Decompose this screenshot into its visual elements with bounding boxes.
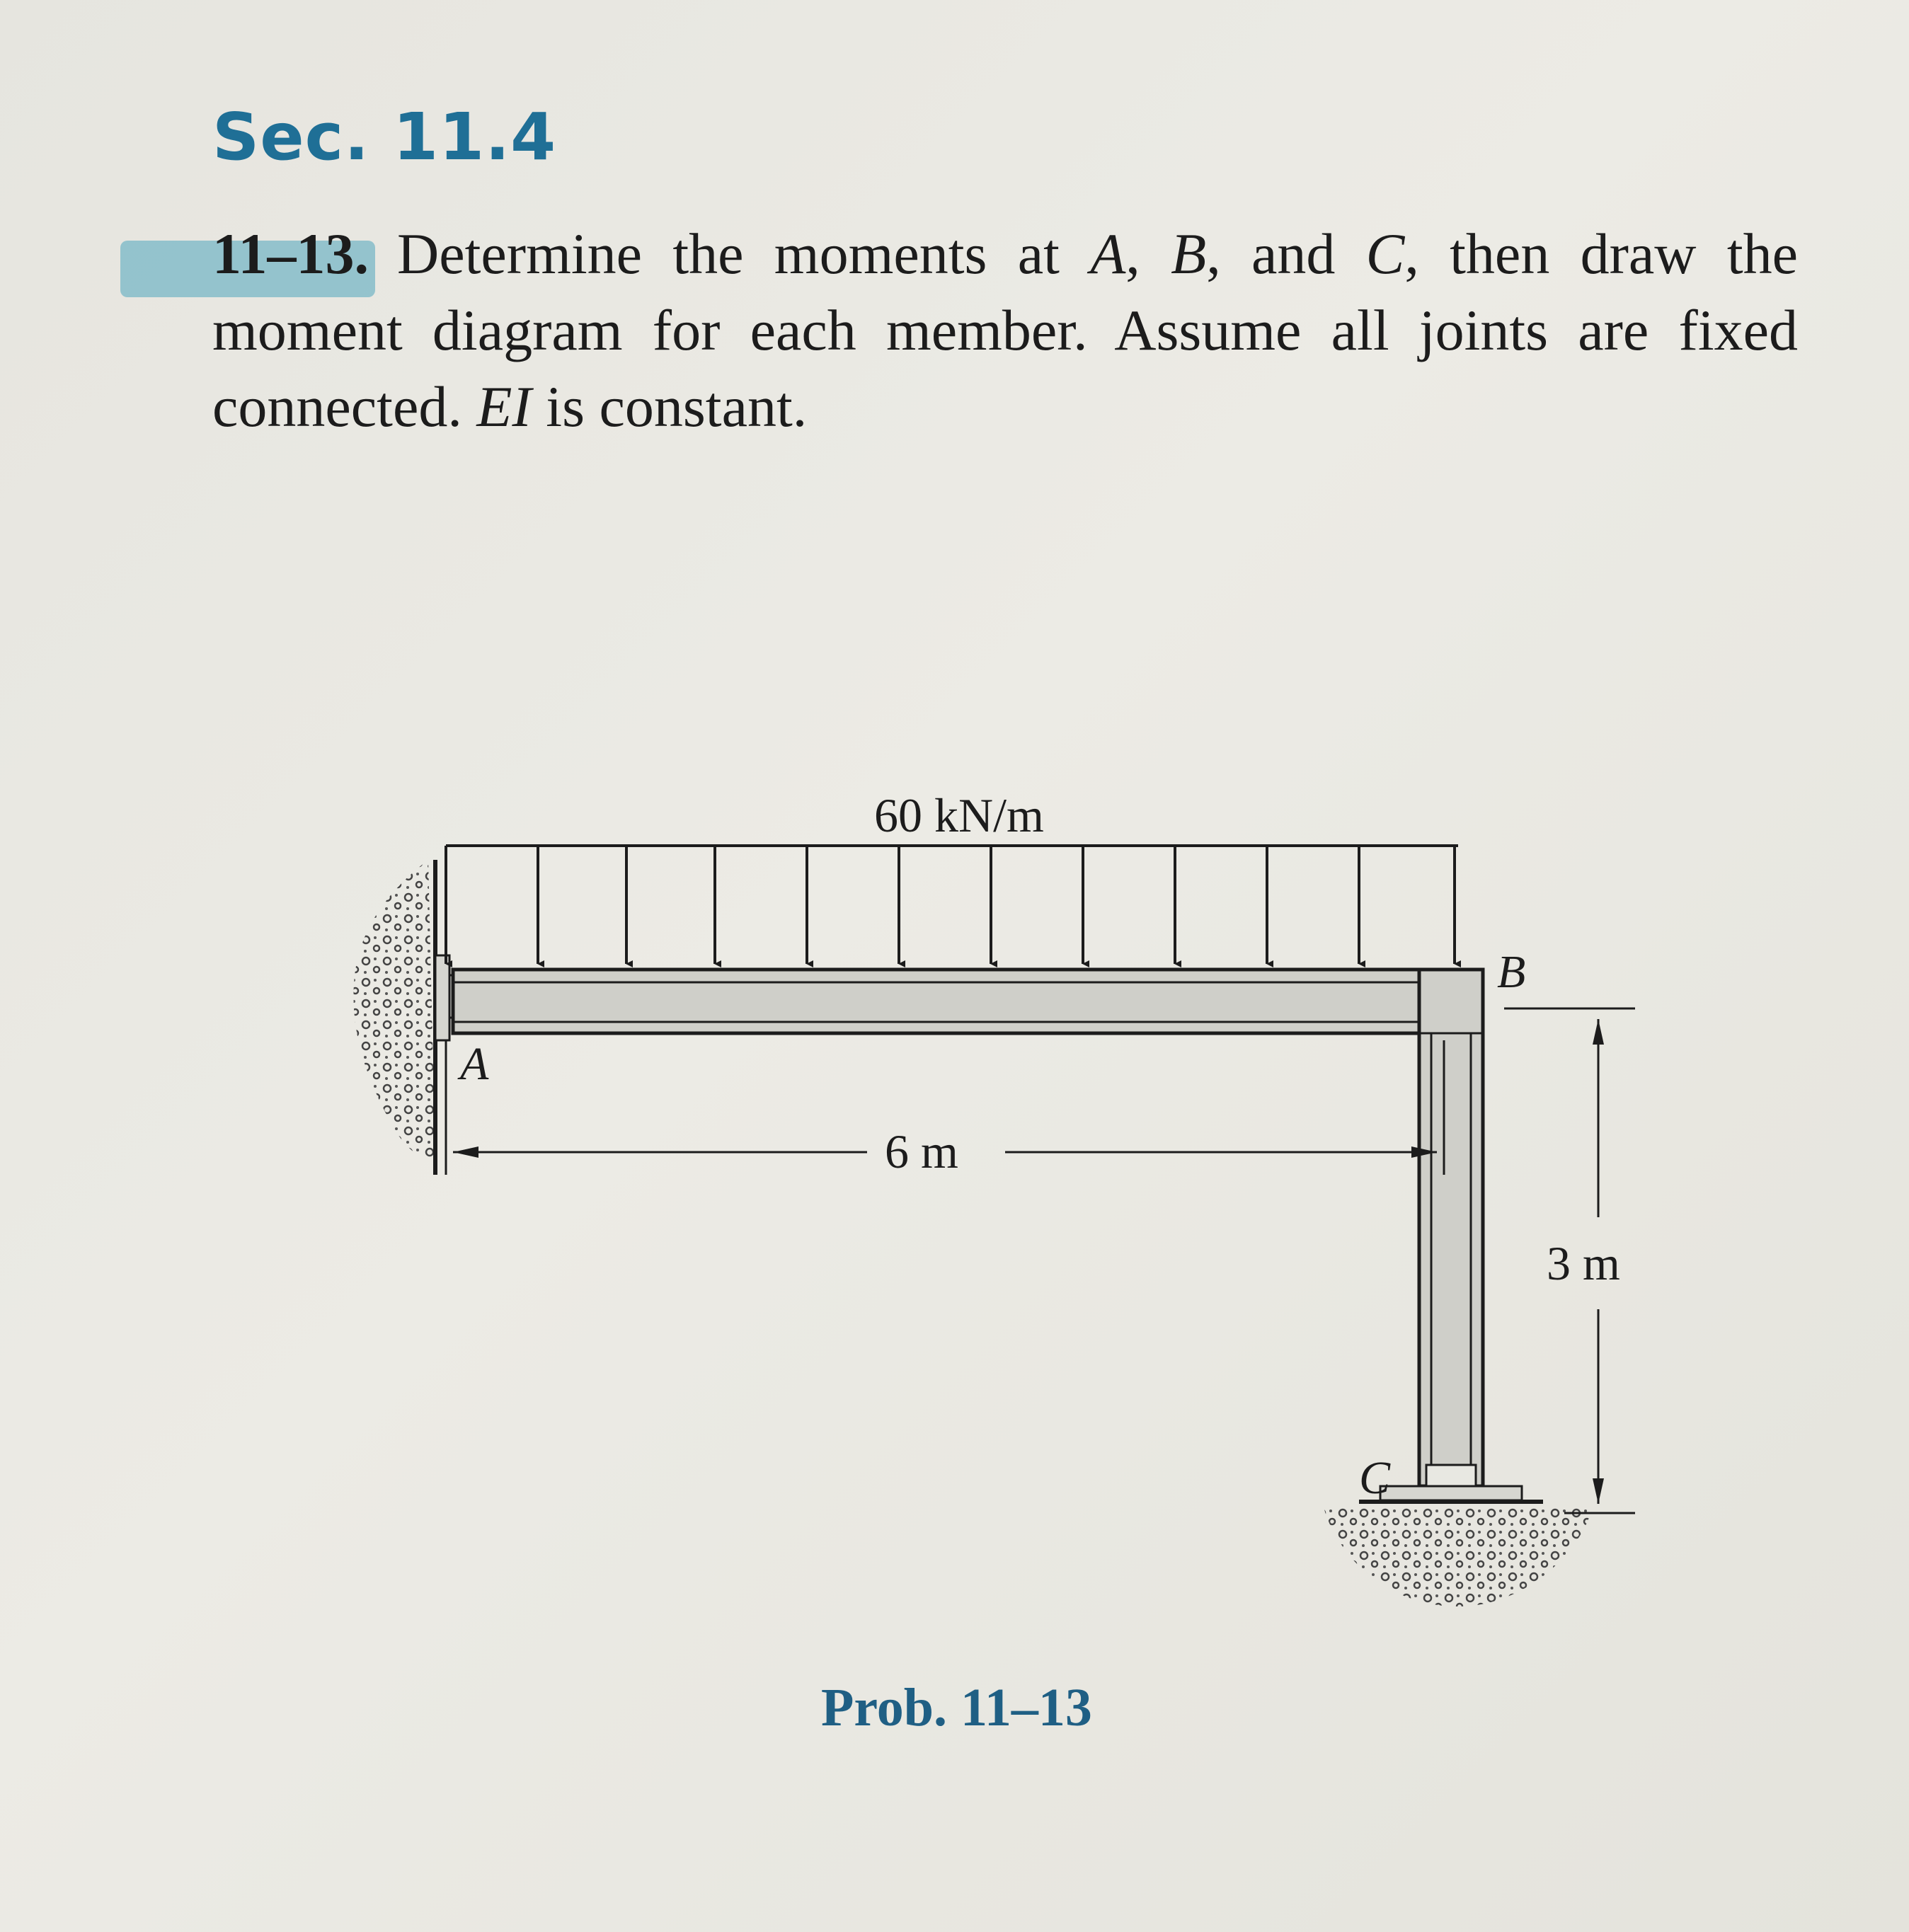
problem-number: 11–13. [212, 222, 369, 286]
beam-ab [453, 970, 1483, 1033]
label-c: C [1359, 1452, 1391, 1504]
point-a-ref: A [1090, 222, 1126, 286]
sep-2: , and [1206, 222, 1366, 286]
problem-text-3: is constant. [531, 374, 808, 439]
point-c-ref: C [1365, 222, 1405, 286]
problem-text-2: , then draw the moment diagram for each member. Assume all joints are fixed connected. [212, 222, 1798, 439]
label-a: A [460, 1038, 489, 1090]
span-label: 6 m [885, 1125, 958, 1178]
column-bc [1419, 970, 1483, 1486]
ei-ref: EI [476, 374, 532, 439]
point-b-ref: B [1171, 222, 1207, 286]
sep-1: , [1125, 222, 1171, 286]
load-label: 60 kN/m [874, 788, 1044, 842]
height-label: 3 m [1547, 1236, 1620, 1290]
section-heading: Sec. 11.4 [212, 99, 557, 175]
label-b: B [1497, 946, 1526, 998]
figure-caption: Prob. 11–13 [821, 1678, 1092, 1737]
distributed-load [446, 846, 1458, 964]
problem-text-1: Determine the moments at [396, 222, 1091, 286]
